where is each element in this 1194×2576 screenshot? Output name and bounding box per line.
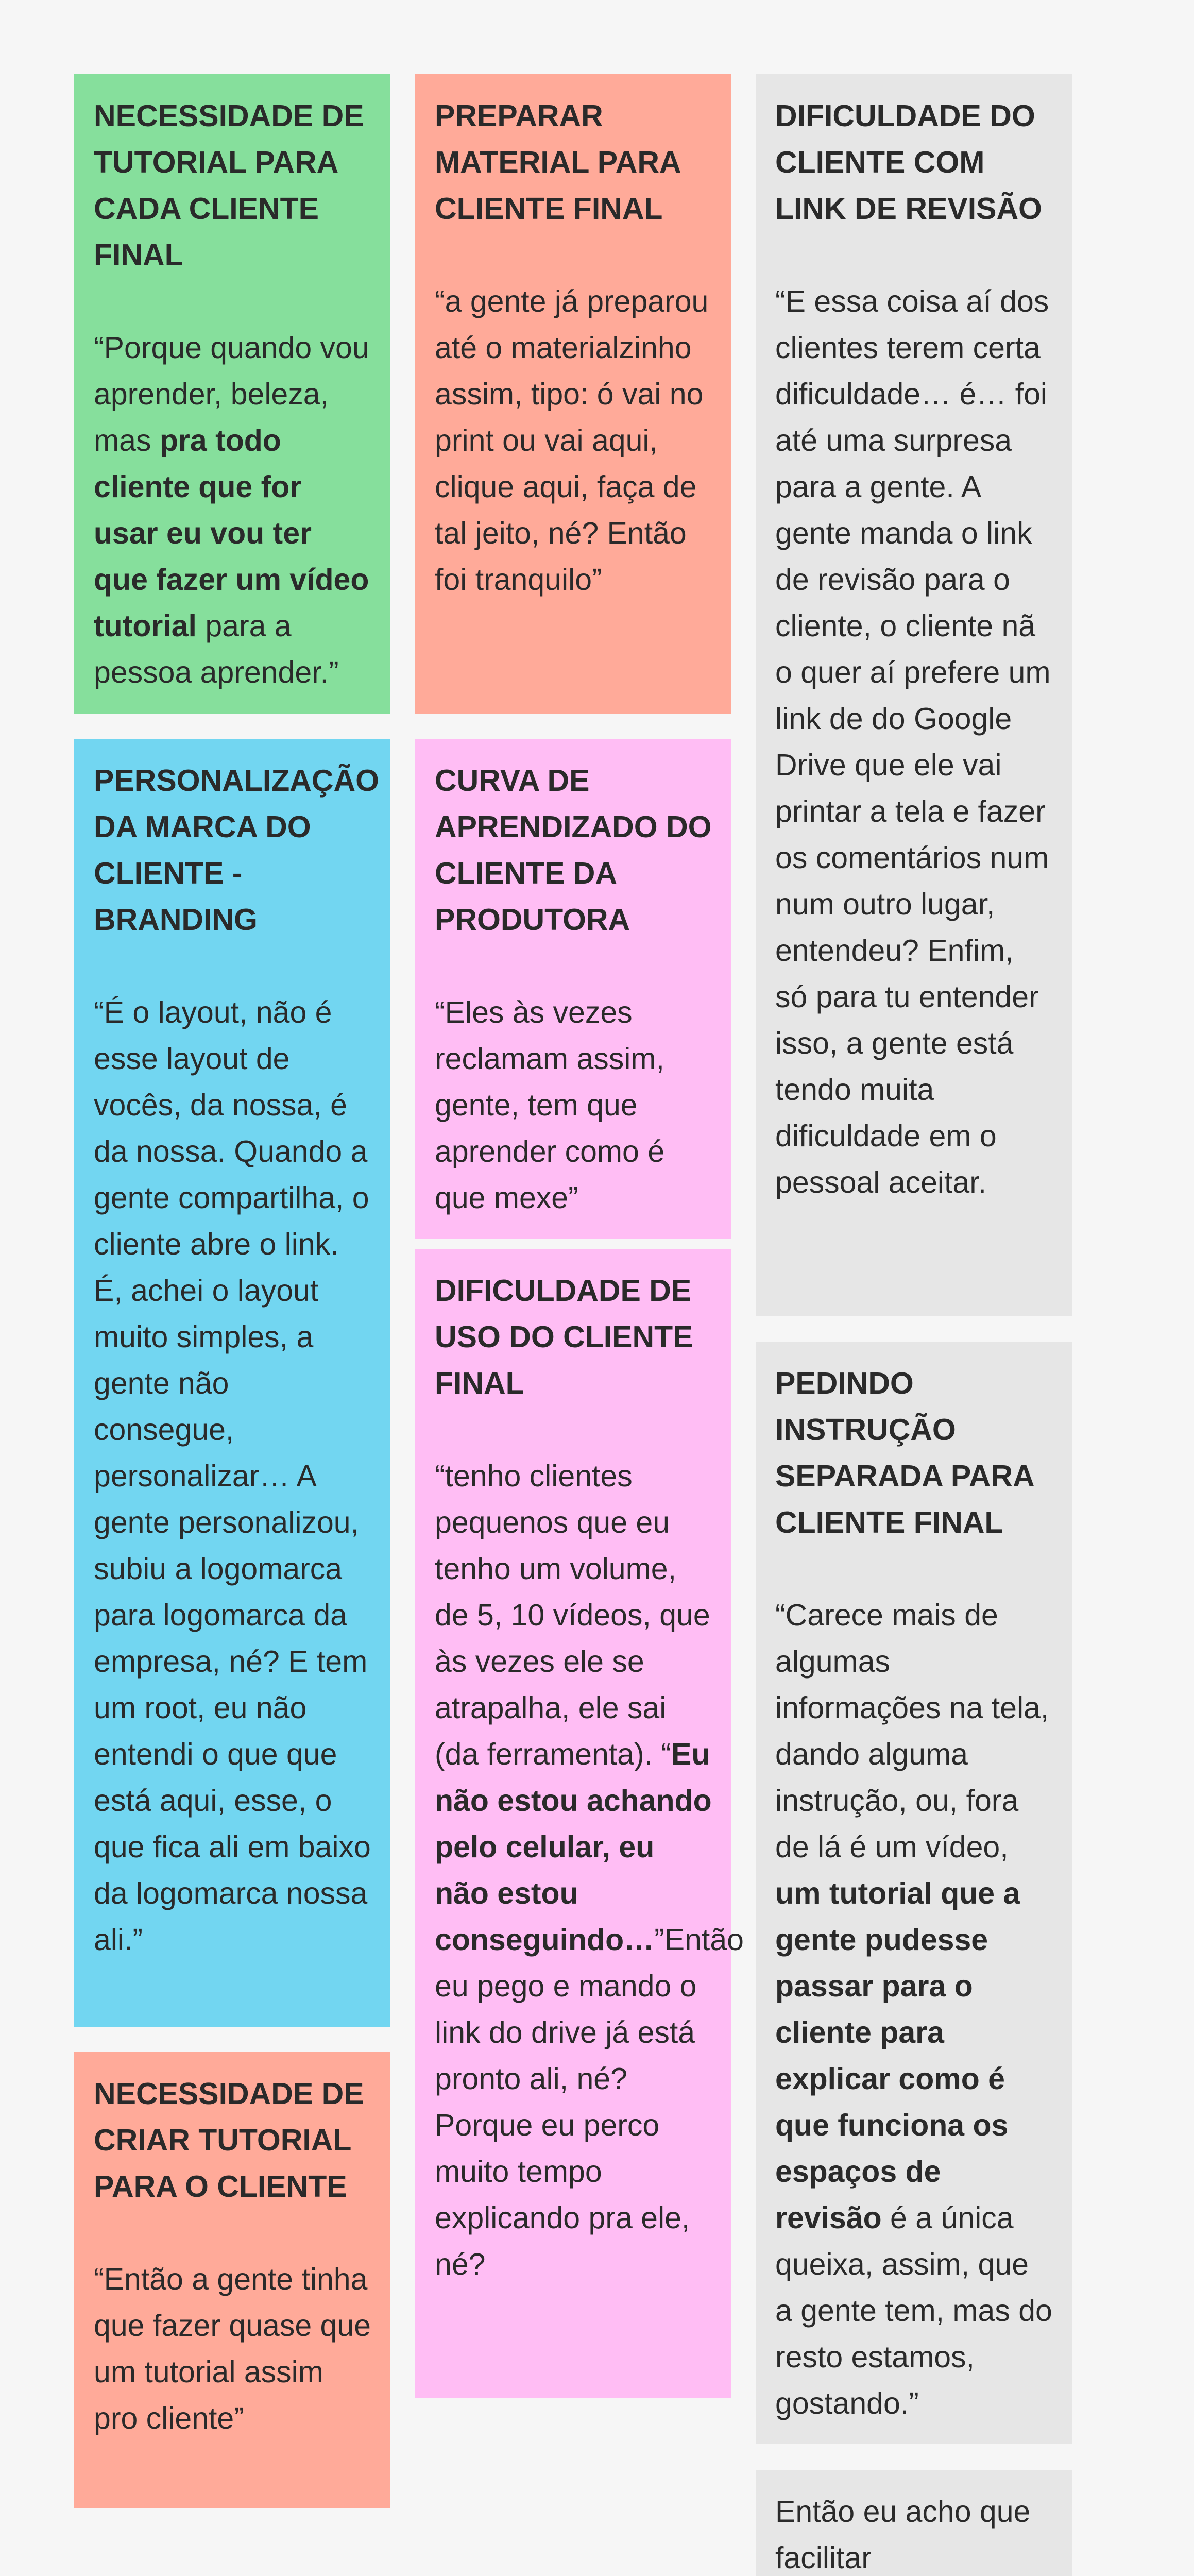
note-body: “Porque quando vou aprender, beleza, mas pra todo cliente que for usar eu vou ter que fazer um vídeo tutorial para a pessoa aprender.” <box>94 331 369 689</box>
note-title: DIFICULDADE DO CLIENTE COM LINK DE REVISÃO <box>775 99 1042 226</box>
sticky-note-curva-aprendizado <box>415 739 731 1239</box>
note-title: NECESSIDADE DE TUTORIAL PARA CADA CLIENTE FINAL <box>94 99 364 272</box>
note-body: “Carece mais de algumas informações na tela, dando alguma instrução, ou, fora de lá é um vídeo, um tutorial que a gente pudesse passar para o cliente para explicar como é que funciona os espaços de revisão é a única queixa, assim, que a gente tem, mas do resto estamos, gostando.” <box>775 1598 1052 2420</box>
note-title: PERSONALIZAÇÃO DA MARCA DO CLIENTE - BRANDING <box>94 764 379 937</box>
note-body: “a gente já preparou até o materialzinho assim, tipo: ó vai no print ou vai aqui, clique aqui, faça de tal jeito, né? Então foi tranquilo” <box>435 284 709 597</box>
sticky-note-criar-tutorial-cliente <box>74 2052 390 2508</box>
note-body: “Então a gente tinha que fazer quase que um tutorial assim pro cliente” <box>94 2262 371 2435</box>
note-title: PREPARAR MATERIAL PARA CLIENTE FINAL <box>435 99 680 226</box>
note-body: Então eu acho que facilitar <box>775 2495 1031 2575</box>
sticky-note-dificuldade-uso <box>415 1249 744 2398</box>
note-title: NECESSIDADE DE CRIAR TUTORIAL PARA O CLIENTE <box>94 2077 364 2204</box>
note-title: PEDINDO INSTRUÇÃO SEPARADA PARA CLIENTE FINAL <box>775 1366 1034 1539</box>
sticky-note-tutorial-cada-cliente <box>74 74 390 714</box>
note-body: “É o layout, não é esse layout de vocês, da nossa, é da nossa. Quando a gente compartilha, o cliente abre o link. É, achei o layout muito simples, a gente não consegue, personalizar… A gente personalizou, subiu a logomarca para logomarca da empresa, né? E tem um root, eu não entendi o que que está aqui, esse, o que fica ali em baixo da logomarca nossa ali.” <box>94 995 371 1957</box>
sticky-note-link-revisao <box>756 74 1072 1316</box>
sticky-note-preparar-material <box>415 74 731 714</box>
note-body: “E essa coisa aí dos clientes terem certa dificuldade… é… foi até uma surpresa para a gente. A gente manda o link de revisão para o cliente, o cliente nã o quer aí prefere um link de do Google Drive que ele vai printar a tela e fazer os comentários num num outro lugar, entendeu? Enfim, só para tu entender isso, a gente está tendo muita dificuldade em o pessoal aceitar. <box>775 284 1051 1199</box>
note-body: “tenho clientes pequenos que eu tenho um volume, de 5, 10 vídeos, que às vezes ele se atrapalha, ele sai (da ferramenta). “Eu não estou achando pelo celular, eu não estou conseguindo…”Então eu pego e mando o link do drive já está pronto ali, né? Porque eu perco muito tempo explicando pra ele, né? <box>435 1459 744 2281</box>
note-title: CURVA DE APRENDIZADO DO CLIENTE DA PRODUTORA <box>435 764 712 937</box>
note-body: “Eles às vezes reclamam assim, gente, tem que aprender como é que mexe” <box>435 995 665 1215</box>
sticky-note-instrucao-separada <box>756 1342 1072 2444</box>
note-title: DIFICULDADE DE USO DO CLIENTE FINAL <box>435 1274 693 1400</box>
sticky-note-facilitar-didaticamente <box>756 2470 1072 2576</box>
sticky-note-personalizacao-marca <box>74 739 390 2027</box>
